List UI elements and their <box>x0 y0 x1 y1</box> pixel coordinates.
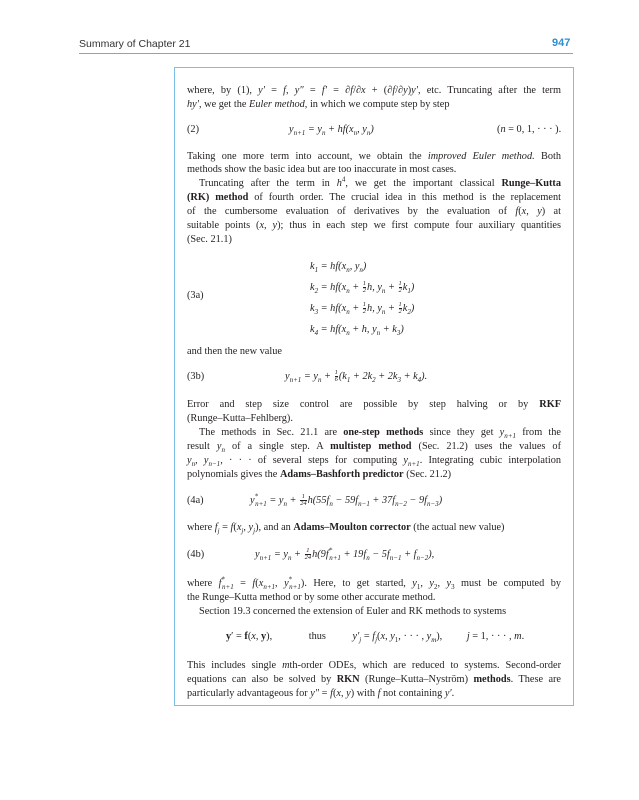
equation-number: (3b) <box>187 371 205 382</box>
text-line: of the cumbersome evaluation of derivatives by the evaluation of f(x, y) at <box>187 206 561 217</box>
text-line: suitable points (x, y); thus in each step we first compute four auxiliary quantities <box>187 220 562 231</box>
term-multistep: multistep method <box>330 441 412 452</box>
equation-number: (3a) <box>187 290 204 301</box>
text-line: particularly advantageous for y″ = f(x, y) with f not containing y′. <box>187 688 455 699</box>
equation-number: (2) <box>187 124 200 135</box>
equation-2: $y_{n+1} = y_n + hf(x_n$, $y_n$) <box>289 124 374 138</box>
text-line: methods show the basic idea but are too inaccurate in most cases. <box>187 164 457 175</box>
text-line: equations can also be solved by RKN (Runge–Kutta–Nyström) methods. These are <box>187 674 562 685</box>
term-euler-method: Euler method, <box>249 99 308 110</box>
term-rkn: RKN <box>336 674 360 685</box>
term-improved-euler: improved Euler method. <box>427 151 535 162</box>
term-adams-moulton: Adams–Moulton corrector <box>293 522 411 533</box>
equation-k1: $k_1 = hf(x_n$, $y_n$) <box>310 261 367 275</box>
text-line: The methods in Sec. 21.1 are one-step methods since they get $y_{n+1}$ from the <box>199 427 562 441</box>
text-line: (Runge–Kutta–Fehlberg). <box>187 413 293 424</box>
term-adams-bashforth: Adams–Bashforth predictor <box>279 469 404 480</box>
page-number: 947 <box>552 37 571 49</box>
text-line: Taking one more term into account, we obtain the improved Euler method. Both <box>187 151 562 162</box>
equation-3b: $y_{n+1} = y_n$ + $\frac{1}{6}$ $(k_1 + 2k_2 + 2k_3 + k_4)$. <box>285 369 428 385</box>
equation-4a: $y^*_{n+1} = y_n$ + $\frac{1}{24}$ $h(55f_n - 59f_{n-1} + 37f_{n-2} - 9f_{n-3})$ <box>250 492 443 509</box>
text-line: where $f^*_{n+1} = f(x_{n+1}$, $y^*_{n+1}$). Here, to get started, $y_1$, $y_2$, $y_3$ must be computed by <box>187 575 562 592</box>
running-head-title: Summary of Chapter 21 <box>79 38 191 50</box>
equation-range: (n = 0, 1, · · · ). <box>497 124 562 135</box>
text-line: Error and step size control are possible by step halving or by RKF <box>187 399 562 410</box>
text-line: where $f_j = f(x_j$, $y_j$), and an Adams–Moulton corrector (the actual new value) <box>187 522 505 536</box>
equation-4b: $y_{n+1} = y_n$ + $\frac{1}{24}$ $h(9f^*_{n+1} + 19f_n - 5f_{n-1} + f_{n-2})$, <box>255 546 435 563</box>
equation-k4: $k_4 = hf(x_n + h$, $y_n + k_3$) <box>310 324 404 338</box>
equation-number: (4a) <box>187 495 204 506</box>
text-line: result $y_n$ of a single step. A multistep method (Sec. 21.2) uses the values of <box>187 441 562 455</box>
text-line: polynomials gives the Adams–Bashforth predictor (Sec. 21.2) <box>187 469 452 480</box>
equation-k3: $k_3 = hf(x_n$ + $\frac{1}{2}$ h, $y_n$ + $\frac{1}{2}$ $k_2$) <box>310 301 415 317</box>
text-line: This includes single mth-order ODEs, which are reduced to systems. Second-order <box>187 660 561 671</box>
text-line: Section 19.3 concerned the extension of Euler and RK methods to systems <box>199 606 507 617</box>
equation-number: (4b) <box>187 549 205 560</box>
text-line: and then the new value <box>187 346 282 357</box>
text-line: hy′, we get the Euler method, in which we compute step by step <box>187 99 450 110</box>
text-line: $y_n$, $y_{n-1}$, · · · of several steps for computing $y_{n+1}$. Integrating cubic interpolation <box>187 455 561 469</box>
text-line: the Runge–Kutta method or by some other accurate method. <box>187 592 436 603</box>
equation-system: y′ = f(x, y), thus $y'_j = f_j(x$, $y_1$, · · · , $y_m$), j = 1, · · · , m. <box>226 631 525 645</box>
equation-k2: $k_2 = hf(x_n$ + $\frac{1}{2}$ h, $y_n$ + $\frac{1}{2}$ $k_1$) <box>310 280 415 296</box>
term-one-step: one-step methods <box>343 427 424 438</box>
text-line: (Sec. 21.1) <box>187 234 232 245</box>
text-line: Truncating after the term in $h^4$, we get the important classical Runge–Kutta <box>199 175 561 189</box>
term-rkf: RKF <box>539 399 562 410</box>
header-rule <box>79 53 573 54</box>
text-line: (RK) method of fourth order. The crucial idea in this method is the replacement <box>187 192 561 203</box>
text-line: where, by (1), y′ = f, y″ = f′ = ∂f/∂x + (∂f/∂y)y′, etc. Truncating after the term <box>187 85 561 96</box>
